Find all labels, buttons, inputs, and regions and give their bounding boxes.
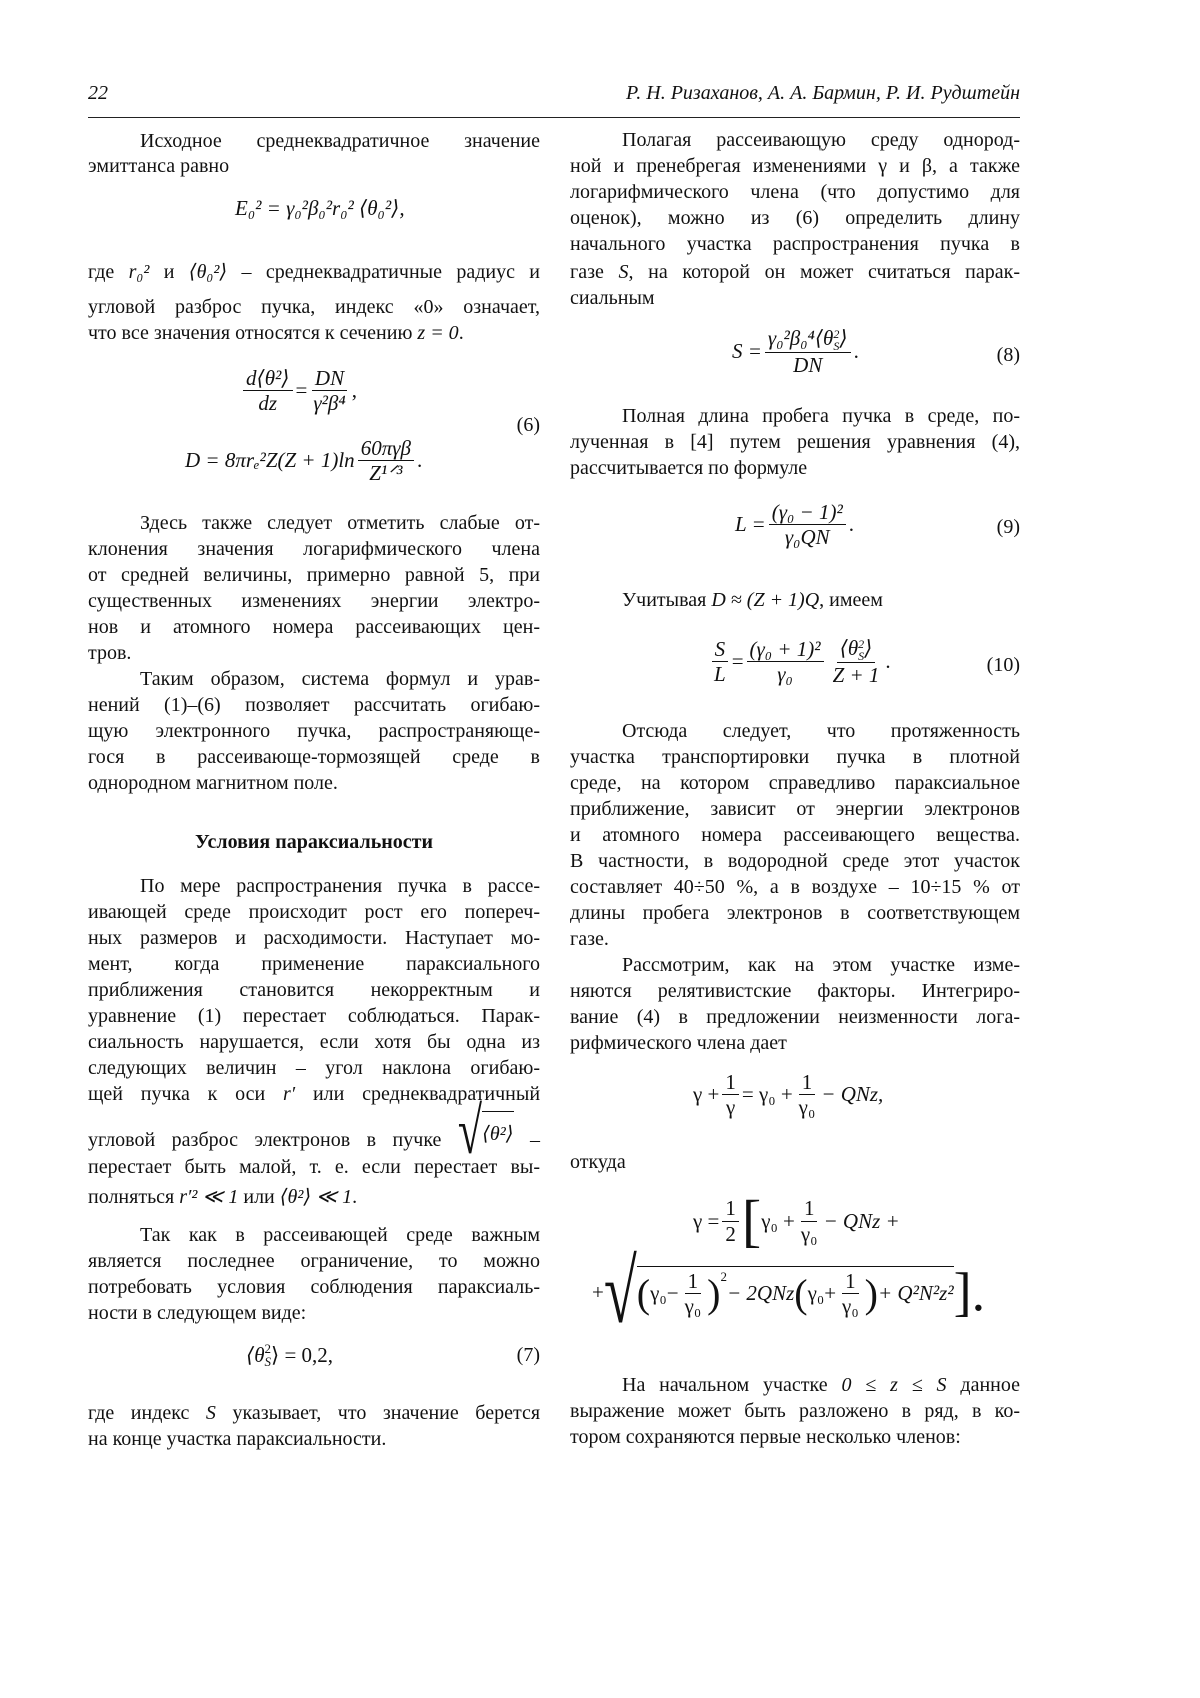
equation-12-line1 — [693, 1192, 900, 1250]
eq-part: , — [352, 378, 357, 403]
sqrt-icon: √ — [604, 1247, 637, 1337]
text: где — [88, 261, 114, 283]
eq-sub: S — [265, 1355, 272, 1368]
frac-num: S — [712, 637, 729, 662]
equation-number: (10) — [987, 654, 1020, 677]
page-number: 22 — [88, 82, 108, 105]
text-line: вание (4) в предложении неизменности лога- — [570, 1003, 1020, 1031]
text-line: По мере распространения пучка в рассе- — [88, 872, 540, 900]
section-heading: Условия параксиальности — [88, 828, 540, 856]
frac-den: γ — [723, 1095, 738, 1119]
running-header-authors: Р. Н. Ризаханов, А. А. Бармин, Р. И. Рудштейн — [626, 82, 1020, 105]
equation-6-line2 — [185, 436, 422, 485]
equation-8 — [732, 326, 859, 377]
text-line — [88, 252, 540, 292]
equation-9 — [735, 500, 854, 549]
text-line: тором сохраняются первые несколько членов: — [570, 1423, 1020, 1451]
text: угловой разброс электронов в пучке — [88, 1129, 441, 1151]
eq-part: . — [885, 649, 890, 674]
eq-sub: S — [858, 650, 864, 662]
text-line: выражение может быть разложено в ряд, в ко- — [570, 1397, 1020, 1425]
text-line: приближения становится некорректным и — [88, 976, 540, 1004]
text: Учитывая — [622, 589, 706, 611]
equation-emittance — [235, 196, 405, 221]
text-line: сиальным — [570, 284, 1020, 312]
text-line — [88, 1183, 540, 1211]
eq-part: = — [732, 649, 744, 674]
eq-part: . — [849, 512, 854, 537]
frac-den: γ₀ — [796, 1095, 819, 1119]
eq-part: − 2QNz — [727, 1281, 794, 1306]
text-line: сиальность нарушается, если хотя бы одна из — [88, 1028, 540, 1056]
frac-den: L — [711, 662, 729, 686]
right-column — [570, 0, 1020, 1698]
text: данное — [960, 1374, 1020, 1396]
text-line: на конце участка параксиальности. — [88, 1425, 540, 1453]
frac-den: DN — [790, 353, 825, 377]
eq-part: γ₀ + — [761, 1209, 795, 1234]
eq-sup: 2 — [721, 1269, 728, 1285]
math-inline: S — [619, 261, 629, 283]
eq-part: . — [417, 448, 422, 473]
text-line: Так как в рассеивающей среде важным — [88, 1221, 540, 1249]
equation-number: (8) — [997, 344, 1020, 367]
equation-number: (6) — [517, 414, 540, 437]
equation-10 — [708, 636, 891, 687]
frac-den: γ₀ — [839, 1294, 862, 1318]
text: или — [243, 1186, 274, 1208]
text-line: от средней величины, примерно равной 5, при — [88, 561, 540, 589]
eq-part: . — [854, 339, 859, 364]
eq-part: E₀² = γ₀²β₀²r₀² — [235, 196, 354, 221]
text-line: логарифмического члена (что допустимо для — [570, 178, 1020, 206]
frac-den: dz — [255, 391, 280, 415]
frac-num: (γ₀ − 1)² — [769, 500, 846, 525]
eq-sup: 2 — [858, 638, 864, 650]
text-line: и атомного номера рассеивающего вещества. — [570, 821, 1020, 849]
text-line — [570, 258, 1020, 286]
frac-num: 1 — [801, 1196, 818, 1221]
math-inline: r′ — [283, 1083, 295, 1105]
frac-den: γ₀ — [682, 1294, 705, 1318]
text-line: среде, на котором справедливо параксиальное — [570, 769, 1020, 797]
equation-number: (7) — [517, 1344, 540, 1367]
text-line: существенных изменениях энергии электро- — [88, 587, 540, 615]
eq-sub: S — [833, 340, 839, 352]
frac-num: 1 — [799, 1070, 816, 1095]
eq-part: − QNz, — [821, 1082, 883, 1107]
text-line: мент, когда применение параксиального — [88, 950, 540, 978]
frac-den: Z¹ᐟ³ — [366, 461, 405, 485]
frac-den: γ₀QN — [782, 525, 833, 549]
text-line: няются релятивистские факторы. Интегриро- — [570, 977, 1020, 1005]
eq-sup: 2 — [833, 328, 839, 340]
text-line: уравнение (1) перестает соблюдаться. Парак- — [88, 1002, 540, 1030]
eq-part: γ = — [693, 1209, 719, 1234]
text: щей пучка к оси — [88, 1083, 265, 1105]
text-line: Рассмотрим, как на этом участке изме- — [570, 951, 1020, 979]
text: , на которой он может считаться парак- — [629, 261, 1020, 283]
text-line: эмиттанса равно — [88, 152, 540, 180]
eq-part: D = 8πrₑ²Z(Z + 1)ln — [185, 448, 355, 473]
text-line: рифмического члена дает — [570, 1029, 1020, 1057]
text-line: начального участка распространения пучка в — [570, 230, 1020, 258]
text-line: является последнее ограничение, то можно — [88, 1247, 540, 1275]
text-line — [570, 586, 1020, 614]
math-inline: 0 ≤ z ≤ S — [841, 1374, 946, 1396]
text-line: откуда — [570, 1148, 1020, 1176]
sqrt-icon: √ — [458, 1099, 482, 1165]
eq-part: S = — [732, 339, 762, 364]
math-inline: r′² ≪ 1 — [179, 1186, 238, 1208]
text: где индекс — [88, 1402, 189, 1424]
text: – — [530, 1129, 540, 1151]
text-line: нений (1)–(6) позволяет рассчитать огибаю- — [88, 691, 540, 719]
text-line: приближение, зависит от энергии электронов — [570, 795, 1020, 823]
text-line: потребовать условия соблюдения параксиаль- — [88, 1273, 540, 1301]
sqrt-expression — [458, 1110, 514, 1154]
text: что все значения относятся к сечению — [88, 322, 412, 344]
eq-part: = γ₀ + — [742, 1082, 793, 1107]
text-line: щую электронного пучка, распространяюще- — [88, 717, 540, 745]
frac-num: d⟨θ²⟩ — [243, 366, 293, 391]
eq-part: ⟨θ₀²⟩, — [359, 196, 405, 221]
text-line: Таким образом, система формул и урав- — [88, 665, 540, 693]
left-bracket: [ — [742, 1192, 761, 1250]
equation-7 — [246, 1342, 333, 1368]
text-line: ности в следующем виде: — [88, 1299, 540, 1327]
text-line: угловой разброс пучка, индекс «0» означает, — [88, 293, 540, 321]
math-inline: ⟨θ²⟩ — [482, 1111, 513, 1154]
text-line: Здесь также следует отметить слабые от- — [88, 509, 540, 537]
text-line: перестает быть малой, т. е. если перестает вы- — [88, 1153, 540, 1181]
frac-den: γ²β⁴ — [310, 391, 348, 415]
text-line: гося в рассеивающе-тормозящей среде в — [88, 743, 540, 771]
eq-part: γ + — [693, 1082, 719, 1107]
text-line: Полагая рассеивающую среду однород- — [570, 126, 1020, 154]
equation-12-line2: + √ ( γ₀ − 1 γ₀ ) 2 − 2QNz ( γ₀ + 1 γ₀ ) + Q²N²z² ]. — [592, 1262, 985, 1322]
text-line — [88, 319, 540, 347]
text-line: рассчитывается по формуле — [570, 454, 1020, 482]
frac-num: 1 — [842, 1269, 859, 1294]
text-line — [88, 1399, 540, 1427]
right-bracket: ]. — [954, 1265, 985, 1319]
eq-part: + — [824, 1281, 836, 1306]
text-line: оценок), можно из (6) определить длину — [570, 204, 1020, 232]
frac-num: γ₀²β₀⁴⟨θ — [768, 326, 833, 350]
frac-den: Z + 1 — [830, 663, 883, 687]
frac-num: 1 — [722, 1070, 739, 1095]
text-line: участка транспортировки пучка в плотной — [570, 743, 1020, 771]
frac-num: ⟩ — [839, 326, 847, 350]
text-line: лученная в [4] путем решения уравнения (4), — [570, 428, 1020, 456]
math-inline: ⟨θ₀²⟩ — [189, 261, 227, 283]
text: , имеем — [819, 589, 883, 611]
text: – среднеквадратичные радиус и — [242, 261, 540, 283]
eq-part: ⟩ = 0,2, — [271, 1343, 333, 1368]
equation-11 — [693, 1070, 883, 1119]
text: . — [352, 1186, 357, 1208]
frac-num: 1 — [722, 1196, 739, 1221]
text-line: Отсюда следует, что протяженность — [570, 717, 1020, 745]
text: полняться — [88, 1186, 174, 1208]
text-line: нов и атомного номера рассеивающих цен- — [88, 613, 540, 641]
text-line: газе. — [570, 925, 1020, 953]
text-line: ных размеров и расходимости. Наступает мо- — [88, 924, 540, 952]
text: На начальном участке — [622, 1374, 828, 1396]
text-line: составляет 40÷50 %, а в воздухе – 10÷15 % от — [570, 873, 1020, 901]
text-line — [570, 1371, 1020, 1399]
text-line: однородном магнитном поле. — [88, 769, 540, 797]
equation-number: (9) — [997, 516, 1020, 539]
text-line: Полная длина пробега пучка в среде, по- — [570, 402, 1020, 430]
eq-part: − QNz + — [824, 1209, 900, 1234]
eq-part: − — [667, 1281, 679, 1306]
text-line — [88, 1110, 540, 1150]
text-line: клонения значения логарифмического члена — [88, 535, 540, 563]
math-inline: S — [206, 1402, 216, 1424]
text: и — [164, 261, 175, 283]
eq-part: = — [296, 378, 308, 403]
text-line: тров. — [88, 639, 540, 667]
math-inline: r₀² — [129, 261, 150, 283]
math-inline: z = 0 — [417, 322, 458, 344]
text-line: ивающей среде происходит рост его попереч- — [88, 898, 540, 926]
eq-sup: 2 — [265, 1342, 272, 1355]
text-line: В частности, в водородной среде этот участок — [570, 847, 1020, 875]
frac-num: 1 — [685, 1269, 702, 1294]
frac-num: ⟨θ — [840, 636, 859, 660]
text-line: следующих величин – угол наклона огибаю- — [88, 1054, 540, 1082]
frac-den: 2 — [722, 1222, 739, 1246]
frac-num: ⟩ — [864, 636, 872, 660]
math-inline: ⟨θ²⟩ ≪ 1 — [280, 1186, 352, 1208]
eq-part: + — [592, 1280, 604, 1305]
frac-den: γ₀ — [774, 662, 796, 686]
text: газе — [570, 261, 604, 283]
frac-den: γ₀ — [798, 1222, 821, 1246]
text: или среднеквадратичный — [313, 1083, 540, 1105]
math-inline: D ≈ (Z + 1)Q — [711, 589, 819, 611]
text-line: длины пробега электронов в соответствующем — [570, 899, 1020, 927]
eq-part: L = — [735, 512, 766, 537]
text-line: ной и пренебрегая изменениями γ и β, а также — [570, 152, 1020, 180]
eq-part: ⟨θ — [246, 1343, 265, 1368]
frac-num: (γ₀ + 1)² — [747, 637, 824, 662]
frac-num: DN — [312, 366, 347, 391]
text: указывает, что значение берется — [232, 1402, 540, 1424]
frac-num: 60πγβ — [358, 436, 414, 461]
text: . — [459, 322, 464, 344]
equation-6-line1 — [240, 366, 357, 415]
left-column — [88, 0, 540, 1698]
eq-part: + Q²N²z² — [878, 1281, 954, 1306]
text-line: Исходное среднеквадратичное значение — [88, 127, 540, 155]
